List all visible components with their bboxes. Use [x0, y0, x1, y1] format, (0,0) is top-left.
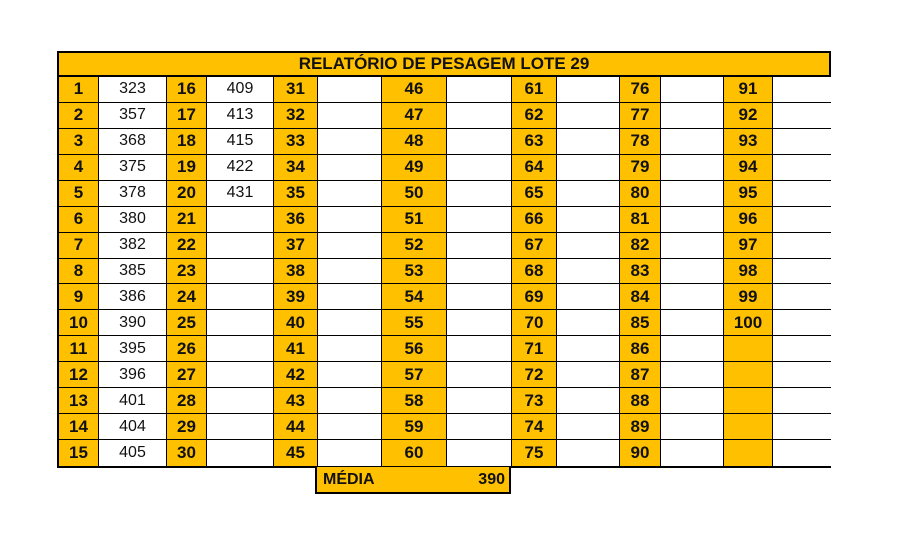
sample-number-cell: 92: [724, 103, 773, 129]
sample-number-cell: 79: [620, 155, 661, 181]
weight-value-cell[interactable]: [661, 310, 724, 336]
weight-value-cell[interactable]: 385: [99, 259, 167, 285]
weights-table: [57, 77, 831, 468]
weight-value-cell[interactable]: [207, 362, 274, 388]
weight-value-cell[interactable]: [557, 362, 620, 388]
weight-value-cell[interactable]: [207, 414, 274, 440]
sample-number-cell: 69: [512, 284, 557, 310]
weight-value-cell[interactable]: 404: [99, 414, 167, 440]
weight-value-cell[interactable]: [557, 77, 620, 103]
weight-value-cell[interactable]: [773, 181, 831, 207]
sample-number-cell: 17: [167, 103, 207, 129]
weight-value-cell[interactable]: [773, 129, 831, 155]
weight-value-cell[interactable]: [661, 181, 724, 207]
weight-value-cell[interactable]: [773, 362, 831, 388]
weight-value-cell[interactable]: [557, 336, 620, 362]
sample-number-cell: 13: [59, 388, 99, 414]
weight-value-cell[interactable]: [318, 362, 382, 388]
sample-number-cell: 23: [167, 259, 207, 285]
sample-number-cell: 77: [620, 103, 661, 129]
weight-value-cell[interactable]: [557, 259, 620, 285]
sample-number-cell: 64: [512, 155, 557, 181]
weight-value-cell[interactable]: [773, 103, 831, 129]
sample-number-cell: 36: [274, 207, 318, 233]
weight-value-cell[interactable]: [447, 77, 512, 103]
weight-value-cell[interactable]: [773, 77, 831, 103]
sample-number-cell: 31: [274, 77, 318, 103]
sample-number-cell: 43: [274, 388, 318, 414]
sample-number-cell: 83: [620, 259, 661, 285]
sample-number-cell: 76: [620, 77, 661, 103]
sample-number-cell: 16: [167, 77, 207, 103]
sample-number-cell: 81: [620, 207, 661, 233]
weight-value-cell[interactable]: [318, 129, 382, 155]
weight-value-cell[interactable]: [557, 440, 620, 466]
weight-value-cell[interactable]: [207, 284, 274, 310]
weight-value-cell[interactable]: [318, 388, 382, 414]
sample-number-cell: 55: [382, 310, 447, 336]
weight-value-cell[interactable]: 395: [99, 336, 167, 362]
weight-value-cell[interactable]: [773, 259, 831, 285]
weight-value-cell[interactable]: [207, 310, 274, 336]
weight-value-cell[interactable]: [661, 336, 724, 362]
sample-number-cell: 35: [274, 181, 318, 207]
weight-value-cell[interactable]: [447, 207, 512, 233]
sample-number-cell: 2: [59, 103, 99, 129]
sample-number-cell: 82: [620, 233, 661, 259]
sample-number-cell: 25: [167, 310, 207, 336]
sample-number-cell: 60: [382, 440, 447, 466]
weight-value-cell[interactable]: [447, 284, 512, 310]
sample-number-cell: 70: [512, 310, 557, 336]
weight-value-cell[interactable]: 396: [99, 362, 167, 388]
weight-value-cell[interactable]: [557, 129, 620, 155]
weight-value-cell[interactable]: 401: [99, 388, 167, 414]
weight-value-cell[interactable]: 415: [207, 129, 274, 155]
weight-value-cell[interactable]: [318, 259, 382, 285]
sample-number-cell: 6: [59, 207, 99, 233]
weight-value-cell[interactable]: [318, 414, 382, 440]
weight-value-cell[interactable]: [773, 207, 831, 233]
weight-value-cell[interactable]: [661, 284, 724, 310]
sample-number-cell: 26: [167, 336, 207, 362]
sample-number-cell: 8: [59, 259, 99, 285]
weight-value-cell[interactable]: 409: [207, 77, 274, 103]
sample-number-cell: 59: [382, 414, 447, 440]
sample-number-cell: 38: [274, 259, 318, 285]
weight-value-cell[interactable]: [661, 440, 724, 466]
weight-value-cell[interactable]: [773, 414, 831, 440]
weight-value-cell[interactable]: [318, 181, 382, 207]
sample-number-cell: 58: [382, 388, 447, 414]
sample-number-cell: 45: [274, 440, 318, 466]
sample-number-cell: 61: [512, 77, 557, 103]
weight-value-cell[interactable]: [773, 284, 831, 310]
weight-value-cell[interactable]: [661, 155, 724, 181]
sample-number-cell: 72: [512, 362, 557, 388]
sample-number-cell: [724, 414, 773, 440]
weight-value-cell[interactable]: [447, 181, 512, 207]
sample-number-cell: [724, 362, 773, 388]
sample-number-cell: 15: [59, 440, 99, 466]
sample-number-cell: 20: [167, 181, 207, 207]
sample-number-cell: 27: [167, 362, 207, 388]
sample-number-cell: 52: [382, 233, 447, 259]
weight-value-cell[interactable]: [447, 233, 512, 259]
weight-value-cell[interactable]: [207, 207, 274, 233]
weight-value-cell[interactable]: [318, 103, 382, 129]
weight-value-cell[interactable]: [207, 336, 274, 362]
sample-number-cell: 48: [382, 129, 447, 155]
weight-value-cell[interactable]: [447, 414, 512, 440]
sample-number-cell: 14: [59, 414, 99, 440]
sample-number-cell: 53: [382, 259, 447, 285]
sample-number-cell: 18: [167, 129, 207, 155]
sample-number-cell: 80: [620, 181, 661, 207]
sample-number-cell: 10: [59, 310, 99, 336]
weight-value-cell[interactable]: [557, 414, 620, 440]
sample-number-cell: 90: [620, 440, 661, 466]
weight-value-cell[interactable]: [661, 414, 724, 440]
weight-value-cell[interactable]: [447, 129, 512, 155]
sample-number-cell: 97: [724, 233, 773, 259]
sample-number-cell: 94: [724, 155, 773, 181]
weight-value-cell[interactable]: [318, 284, 382, 310]
sample-number-cell: 28: [167, 388, 207, 414]
weight-value-cell[interactable]: [661, 233, 724, 259]
weight-value-cell[interactable]: [447, 103, 512, 129]
sample-number-cell: 65: [512, 181, 557, 207]
weight-value-cell[interactable]: [318, 155, 382, 181]
weight-value-cell[interactable]: [557, 155, 620, 181]
sample-number-cell: 95: [724, 181, 773, 207]
weight-value-cell[interactable]: 375: [99, 155, 167, 181]
sample-number-cell: 54: [382, 284, 447, 310]
weight-value-cell[interactable]: [318, 336, 382, 362]
weight-value-cell[interactable]: 422: [207, 155, 274, 181]
weight-value-cell[interactable]: [661, 259, 724, 285]
weight-value-cell[interactable]: 323: [99, 77, 167, 103]
sample-number-cell: 56: [382, 336, 447, 362]
sample-number-cell: 98: [724, 259, 773, 285]
sample-number-cell: 100: [724, 310, 773, 336]
weight-value-cell[interactable]: [557, 310, 620, 336]
sample-number-cell: 12: [59, 362, 99, 388]
weight-value-cell[interactable]: [557, 103, 620, 129]
sample-number-cell: 51: [382, 207, 447, 233]
sample-number-cell: 88: [620, 388, 661, 414]
weight-value-cell[interactable]: [773, 155, 831, 181]
sample-number-cell: 40: [274, 310, 318, 336]
sample-number-cell: 89: [620, 414, 661, 440]
weight-value-cell[interactable]: [773, 440, 831, 466]
weight-value-cell[interactable]: 382: [99, 233, 167, 259]
weight-value-cell[interactable]: [207, 259, 274, 285]
sample-number-cell: 9: [59, 284, 99, 310]
weight-value-cell[interactable]: [318, 207, 382, 233]
weight-value-cell[interactable]: [318, 77, 382, 103]
sample-number-cell: 78: [620, 129, 661, 155]
sample-number-cell: 85: [620, 310, 661, 336]
sample-number-cell: 66: [512, 207, 557, 233]
weight-value-cell[interactable]: [207, 388, 274, 414]
sample-number-cell: 3: [59, 129, 99, 155]
sample-number-cell: 33: [274, 129, 318, 155]
sample-number-cell: 62: [512, 103, 557, 129]
sample-number-cell: 42: [274, 362, 318, 388]
sample-number-cell: 22: [167, 233, 207, 259]
sample-number-cell: 24: [167, 284, 207, 310]
sample-number-cell: 34: [274, 155, 318, 181]
sample-number-cell: [724, 440, 773, 466]
weight-value-cell[interactable]: [447, 259, 512, 285]
average-label: MÉDIA: [323, 470, 375, 488]
sample-number-cell: 30: [167, 440, 207, 466]
weight-value-cell[interactable]: 405: [99, 440, 167, 466]
sample-number-cell: 46: [382, 77, 447, 103]
weight-value-cell[interactable]: [447, 336, 512, 362]
sample-number-cell: 4: [59, 155, 99, 181]
weight-value-cell[interactable]: [773, 310, 831, 336]
sample-number-cell: 74: [512, 414, 557, 440]
sample-number-cell: 7: [59, 233, 99, 259]
weight-value-cell[interactable]: 380: [99, 207, 167, 233]
sample-number-cell: 87: [620, 362, 661, 388]
weight-value-cell[interactable]: [661, 129, 724, 155]
sample-number-cell: 39: [274, 284, 318, 310]
weight-value-cell[interactable]: [557, 233, 620, 259]
weight-value-cell[interactable]: [447, 155, 512, 181]
sample-number-cell: 84: [620, 284, 661, 310]
sample-number-cell: 47: [382, 103, 447, 129]
weight-value-cell[interactable]: 368: [99, 129, 167, 155]
sample-number-cell: 50: [382, 181, 447, 207]
weight-value-cell[interactable]: [318, 310, 382, 336]
sample-number-cell: 19: [167, 155, 207, 181]
weight-value-cell[interactable]: [557, 181, 620, 207]
sample-number-cell: 86: [620, 336, 661, 362]
weight-value-cell[interactable]: [207, 440, 274, 466]
sample-number-cell: 93: [724, 129, 773, 155]
weight-value-cell[interactable]: [557, 388, 620, 414]
sample-number-cell: 21: [167, 207, 207, 233]
sample-number-cell: [724, 336, 773, 362]
weight-value-cell[interactable]: 390: [99, 310, 167, 336]
weight-value-cell[interactable]: [661, 362, 724, 388]
sample-number-cell: 67: [512, 233, 557, 259]
weight-value-cell[interactable]: [447, 388, 512, 414]
weight-value-cell[interactable]: [447, 362, 512, 388]
weight-value-cell[interactable]: [557, 207, 620, 233]
weight-value-cell[interactable]: [447, 310, 512, 336]
sample-number-cell: 73: [512, 388, 557, 414]
sample-number-cell: 29: [167, 414, 207, 440]
weight-value-cell[interactable]: [773, 233, 831, 259]
report-title: RELATÓRIO DE PESAGEM LOTE 29: [57, 51, 831, 77]
sample-number-cell: 68: [512, 259, 557, 285]
sample-number-cell: 32: [274, 103, 318, 129]
sample-number-cell: [724, 388, 773, 414]
sample-number-cell: 57: [382, 362, 447, 388]
weight-value-cell[interactable]: [661, 207, 724, 233]
average-row: [315, 467, 511, 494]
sample-number-cell: 75: [512, 440, 557, 466]
sample-number-cell: 91: [724, 77, 773, 103]
weight-value-cell[interactable]: [661, 388, 724, 414]
sample-number-cell: 41: [274, 336, 318, 362]
sample-number-cell: 99: [724, 284, 773, 310]
weight-value-cell[interactable]: [773, 388, 831, 414]
sample-number-cell: 37: [274, 233, 318, 259]
sample-number-cell: 63: [512, 129, 557, 155]
weight-value-cell[interactable]: 378: [99, 181, 167, 207]
weight-value-cell[interactable]: [661, 103, 724, 129]
weight-value-cell[interactable]: [207, 233, 274, 259]
weight-value-cell[interactable]: [557, 284, 620, 310]
weight-value-cell[interactable]: 431: [207, 181, 274, 207]
sample-number-cell: 96: [724, 207, 773, 233]
sample-number-cell: 49: [382, 155, 447, 181]
sample-number-cell: 1: [59, 77, 99, 103]
weight-value-cell[interactable]: 413: [207, 103, 274, 129]
weight-value-cell[interactable]: [447, 440, 512, 466]
weight-value-cell[interactable]: [318, 440, 382, 466]
weight-value-cell[interactable]: 357: [99, 103, 167, 129]
average-value: 390: [478, 470, 505, 488]
sample-number-cell: 5: [59, 181, 99, 207]
weight-value-cell[interactable]: [661, 77, 724, 103]
weight-value-cell[interactable]: 386: [99, 284, 167, 310]
weight-value-cell[interactable]: [773, 336, 831, 362]
sample-number-cell: 11: [59, 336, 99, 362]
sample-number-cell: 71: [512, 336, 557, 362]
weight-value-cell[interactable]: [318, 233, 382, 259]
sample-number-cell: 44: [274, 414, 318, 440]
